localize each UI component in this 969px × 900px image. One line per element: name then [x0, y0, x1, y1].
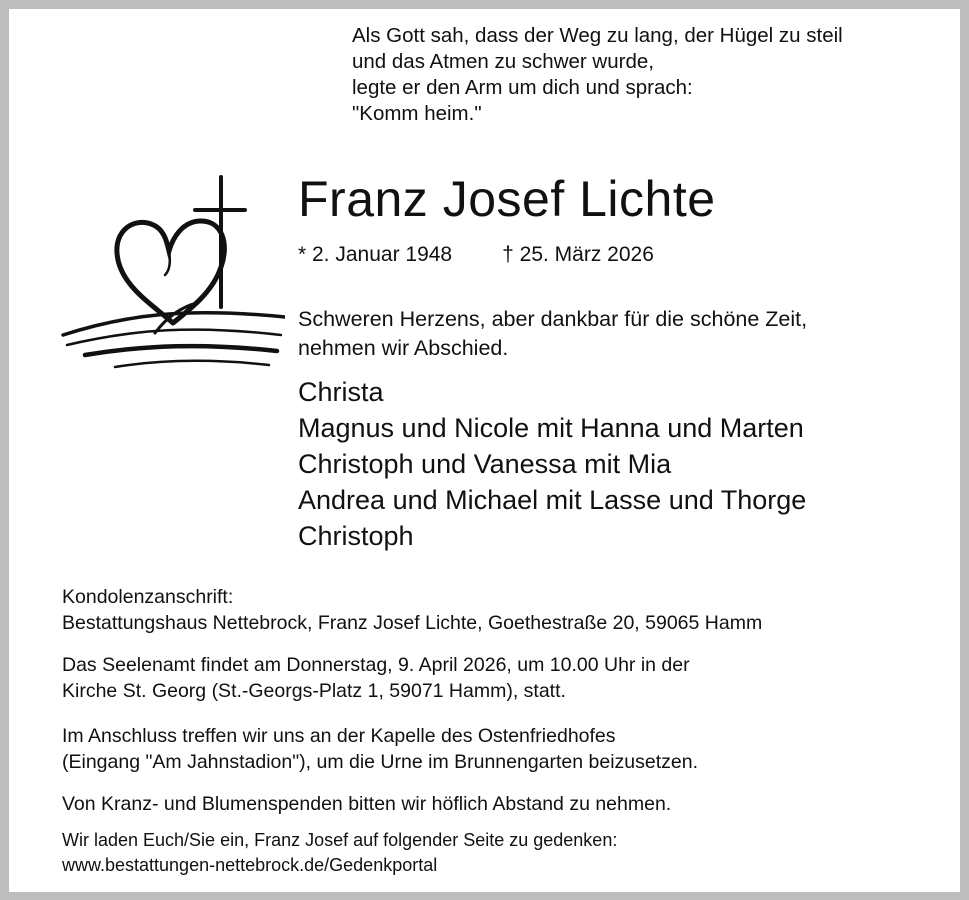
quote-block — [352, 23, 843, 127]
condolence-block — [62, 584, 762, 636]
service-line: Das Seelenamt findet am Donnerstag, 9. April 2026, um 10.00 Uhr in der — [62, 654, 690, 676]
death-date: † 25. März 2026 — [502, 243, 654, 266]
service-block — [62, 652, 690, 704]
burial-block — [62, 723, 698, 775]
quote-line: "Komm heim." — [352, 102, 482, 125]
memorial-url: www.bestattungen-nettebrock.de/Gedenkportal — [62, 855, 438, 875]
obituary-card — [9, 9, 960, 892]
family-member: Andrea und Michael mit Lasse und Thorge — [298, 485, 807, 515]
flowers-notice: Von Kranz- und Blumenspenden bitten wir höflich Abstand zu nehmen. — [62, 793, 672, 815]
family-member: Christoph und Vanessa mit Mia — [298, 449, 672, 479]
life-dates — [298, 241, 654, 269]
family-member: Magnus und Nicole mit Hanna und Marten — [298, 413, 804, 443]
condolence-address: Bestattungshaus Nettebrock, Franz Josef Lichte, Goethestraße 20, 59065 Hamm — [62, 612, 763, 634]
intro-line: Schweren Herzens, aber dankbar für die schöne Zeit, — [298, 307, 808, 331]
heart-cross-waves-icon — [45, 175, 285, 375]
burial-line: Im Anschluss treffen wir uns an der Kapelle des Ostenfriedhofes — [62, 725, 616, 747]
quote-line: und das Atmen zu schwer wurde, — [352, 50, 654, 73]
memorial-line: Wir laden Euch/Sie ein, Franz Josef auf folgender Seite zu gedenken: — [62, 830, 618, 850]
condolence-label: Kondolenzanschrift: — [62, 586, 234, 608]
family-list — [298, 374, 806, 554]
burial-line: (Eingang "Am Jahnstadion"), um die Urne im Brunnengarten beizusetzen. — [62, 751, 699, 773]
quote-line: Als Gott sah, dass der Weg zu lang, der Hügel zu steil — [352, 24, 843, 47]
deceased-name: Franz Josef Lichte — [298, 171, 716, 227]
service-line: Kirche St. Georg (St.-Georgs-Platz 1, 59071 Hamm), statt. — [62, 680, 566, 702]
family-member: Christa — [298, 377, 384, 407]
quote-line: legte er den Arm um dich und sprach: — [352, 76, 693, 99]
birth-date: * 2. Januar 1948 — [298, 243, 453, 266]
memorial-block — [62, 828, 617, 878]
intro-text — [298, 305, 807, 363]
intro-line: nehmen wir Abschied. — [298, 336, 509, 360]
family-member: Christoph — [298, 521, 414, 551]
